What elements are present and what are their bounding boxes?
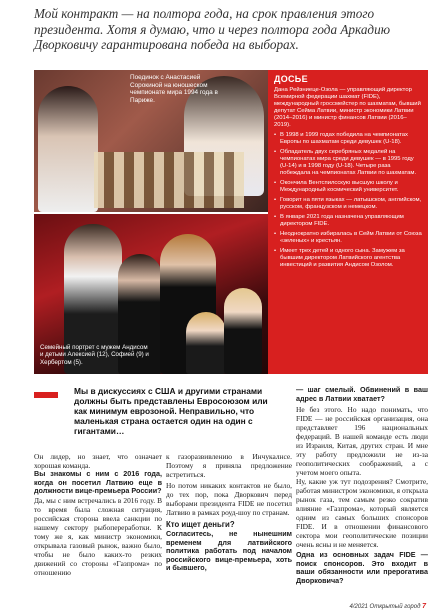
opponent-figure <box>38 86 98 212</box>
page-number: 7 <box>422 603 426 610</box>
dossier-title: ДОСЬЕ <box>274 74 308 84</box>
column-1 <box>34 452 162 577</box>
paragraph: Ну, какие уж тут подозрения? Смотрите, работая министром экономики, я открыла рынок газа, тем самым резко сократив влияние «Газпрома», который является одним из самых больших спонсоров FIDE. И в отношении финансового сектора мои геополитические позиции очень ясны и не меняется. <box>296 477 428 550</box>
dossier-list <box>274 132 422 269</box>
paragraph: Не без этого. Но надо понимать, что FIDE — не российская организация, она представляет 196 национальных федераций. В нашей команде есть люди из Израиля, Китая, других стран. И мне эту работу предложили не из-за геополитических соображений, а с учетом моего опыта. <box>296 405 428 478</box>
lead-quote: Мой контракт — на полтора года, на срок правления этого президента. Хотя я думаю, что и через полтора года Аркадию Дворковичу гарантирована победа на выборах. <box>34 6 390 53</box>
dossier-item: • В январе 2021 года назначена управляющим директором FIDE. <box>274 214 422 228</box>
dossier-item: • Неоднократно избиралась в Сейм Латвии от Союза «зеленых» и крестьян. <box>274 231 422 245</box>
page-footer <box>350 603 426 610</box>
subheading: Кто ищет деньги? <box>166 520 235 529</box>
column-2 <box>166 452 292 573</box>
pullquote-marker <box>34 392 58 398</box>
paragraph: Он лидер, но знает, что означает хорошая команда. <box>34 452 162 470</box>
photo2-caption: Семейный портрет с мужем Андисом и детьми Алексией (12), Софией (9) и Хербертом (5). <box>40 344 149 366</box>
pull-quote: Мы в дискуссиях с США и другими странами должны быть представлены Евросоюзом или как минимум еврозоной. Неправильно, что маленькая страна остается один на один с гигантами… <box>74 386 268 436</box>
son-figure <box>186 312 226 374</box>
dossier-intro: Дана Рейзниеце-Озола — управляющий директор Всемирной федерации шахмат (FIDE), международный гроссмейстер по шахматам, бывший депутат Сейма Латвии, министр экономики Латвии (2014–2016) и министр финансов Латвии (2016–2019). <box>274 87 421 128</box>
interview-question: — шаг смелый. Обвинений в ваш адрес в Латвии хватает? <box>296 385 428 403</box>
paragraph: к газоразвивлению в Инчукалнсе. Поэтому я приняла предложение встретиться. <box>166 452 292 479</box>
paragraph: Но потом никаких контактов не было, до тех пор, пока Дворкович перед выборами президента FIDE не посетил Латвию в рамках роуд-шоу по странам. <box>166 481 292 517</box>
dossier-item: • Окончила Вентспилсскую высшую школу и Международный космический университет. <box>274 180 422 194</box>
family-photo <box>34 214 268 374</box>
dossier-box <box>268 70 428 374</box>
column-3 <box>296 386 428 586</box>
dossier-item: • Имеет трех детей и одного сына. Замужем за бывшим директором Латвийского агентства инвестиций и развития Андисом Озолом. <box>274 248 422 269</box>
chess-photo <box>34 70 268 212</box>
photo1-caption: Поединок с Анастасией Сорокиной на юношеском чемпионате мира 1994 года в Париже. <box>130 74 218 104</box>
dossier-item: • В 1998 и 1999 годах победила на чемпионатах Европы по шахматам среди девушек (U-18). <box>274 132 422 146</box>
interview-question: Согласитесь, не нынешним временем для латвийского политика работать под началом российского вице-премьера, хоть и бывшего, <box>166 529 292 573</box>
interview-question: Одна из основных задач FIDE — поиск спонсоров. Это входит в ваши обязанности или прерогатива Дворковича? <box>296 550 428 585</box>
interview-question: Вы знакомы с ним с 2016 года, когда он посетил Латвию еще в должности вице-премьера России? <box>34 469 162 496</box>
chessboard <box>94 152 244 208</box>
issue-label: 4/2021 Открытый город <box>349 604 421 610</box>
dossier-item: • Говорит на пяти языках — латышском, английском, русском, французском и немецком. <box>274 197 422 211</box>
girl-figure-2 <box>224 288 262 374</box>
paragraph: Да, мы с ним встречались в 2016 году. В то время была сложная ситуация, российская сторона ввела санкции по нашему сектору рыбопереработки. К тому же я, как министр экономики, открывала газовый рынок, важно было, чтобы не было каких-то резких движений со стороны «Газпрома» по отношению <box>34 495 162 577</box>
dossier-item: • Обладатель двух серебряных медалей на чемпионатах мира среди девушек — в 1995 году (U-14) и в 1998 году (U-18). Четыре раза побеждала на чемпионатах Латвии по шахматам. <box>274 149 422 177</box>
